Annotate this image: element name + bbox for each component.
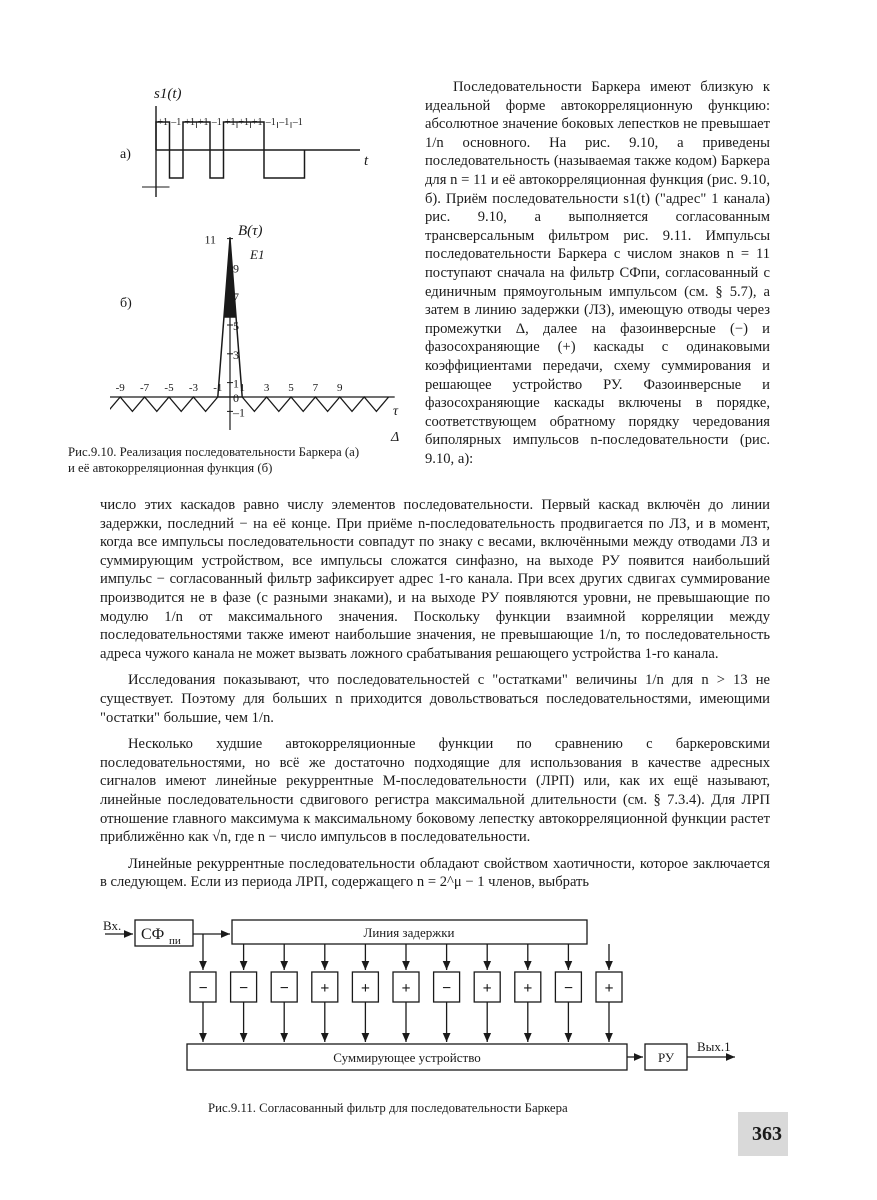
paragraph-3: Несколько худшие автокорреляционные функции по сравнению с баркеровскими последовательностями, но всё же достаточно подходящие для использования в качестве адресных сигналов имеют линейные рекуррентные M-последовательности (ЛРП) или, как их ещё называют, линейные последовательности сдвигового регистра максимальной длительности (см. § 7.3.4). Для ЛРП отношение главного максимума к максимальному боковому лепестку автокорреляционной функции растет приближённо как √n, где n − число импульсов в последовательности. [100, 736, 770, 846]
acf-y-tick-label: 3 [233, 347, 239, 362]
acf-x-tick-label: 5 [288, 382, 294, 394]
code-sign-label: +1 [157, 117, 169, 128]
acf-y-tick-label: 9 [233, 261, 239, 276]
code-sign-label: +1 [184, 117, 196, 128]
weight-sign: + [320, 980, 330, 997]
acf-x-tick-label: 7 [312, 382, 319, 394]
tau-label-bottom: Δ [391, 430, 400, 445]
input-label: Вх. [103, 918, 122, 933]
filter-label: СФ [141, 926, 165, 943]
paragraph-1: число этих каскадов равно числу элементов последовательности. Первый каскад включён до линии задержки, последний − на её конце. При приёме n-последовательность продвигается по ЛЗ, и в момент, когда все импульсы последовательности совпадут по знаку с весами, включёнными между отводами ЛЗ и суммирующим устройством, все импульсы сложатся синфазно, на выходе РУ появится наибольший импульс − согласованный фильтр зафиксирует адрес 1-го канала. При всех других сдвигах суммирование производится не в фазе (с разными знаками), и на выходе РУ появляются уровни, не превышающие по модулю 1/n от максимального значения. Поскольку функции взаимной корреляции между последовательностями также имеют наибольшие значения, не превышающие 1/n, то последовательность адреса чужого канала не может вызвать ложного срабатывания решающего устройства 1-го канала. [100, 497, 770, 662]
code-sign-label: –1 [292, 117, 303, 128]
figure-9-10a [110, 72, 410, 212]
acf-label-bottom: E1 [250, 247, 265, 262]
page-number: 363 [738, 1112, 788, 1156]
code-sign-label: +1 [238, 117, 250, 128]
weight-sign: + [604, 980, 614, 997]
weight-sign: − [442, 980, 452, 997]
acf-y-tick-label: 7 [233, 290, 239, 305]
acf-y-tick-label: 1 [233, 376, 239, 391]
figure-9-10b [110, 215, 420, 450]
barker-waveform-plot [110, 72, 410, 212]
caption-line-1: Рис.9.10. Реализация последовательности Баркера (а) [68, 445, 360, 459]
acf-x-tick-label: -7 [140, 382, 150, 394]
matched-filter-diagram [95, 916, 775, 1081]
acf-y-tick-label: 11 [204, 232, 216, 247]
side-paragraph: Последовательности Баркера имеют близкую к идеальной форме автокорреляционную функцию: абсолютное значение боковых лепестков не превышает 1/n основного. На рис. 9.10, а приведены последовательность (называемая также кодом) Баркера для n = 11 и её автокорреляционная функция (рис. 9.10, б). Приём последовательности s1(t) ("адрес" 1 канала) рис. 9.10, а выполняется согласованным трансверсальным фильтром рис. 9.11. Импульсы последовательности Баркера с числом знаков n = 11 поступают сначала на фильтр СФпи, согласованный с единичным прямоугольным импульсом (см. § 5.7), а затем в линию задержки (ЛЗ), имеющую отводы через промежутки Δ, далее на фазоинверсные (−) и фазосохраняющие (+) каскады с одинаковыми коэффициентами передачи, схему суммирования и решающее устройство РУ. Фазоинверсные и фазосохраняющие каскады включены в порядке, соответствующем обратному порядку чередования биполярных импульсов n-последовательности (рис. 9.10, а): [425, 79, 770, 467]
acf-y-tick-label: 0 [233, 391, 239, 405]
acf-sidelobes [110, 397, 389, 411]
weight-sign: − [198, 980, 208, 997]
acf-x-tick-label: -1 [213, 382, 223, 394]
acf-x-tick-label: 9 [337, 382, 343, 394]
summing-device-label: Суммирующее устройство [333, 1050, 481, 1065]
panel-b-label: б) [120, 296, 132, 311]
output-label: Вых.1 [697, 1039, 731, 1054]
code-sign-label: +1 [251, 117, 263, 128]
caption-line-2: и её автокорреляционная функция (б) [68, 461, 273, 475]
main-text [100, 496, 770, 900]
autocorrelation-plot [110, 215, 420, 450]
figure-9-11 [95, 916, 775, 1081]
weight-sign: − [563, 980, 573, 997]
filter-subscript: пи [169, 935, 181, 947]
acf-x-tick-label: -9 [115, 382, 125, 394]
code-sign-label: +1 [197, 117, 209, 128]
acf-x-tick-label: 3 [263, 382, 270, 394]
signal-label: s1(t) [154, 86, 182, 102]
code-sign-label: +1 [224, 117, 236, 128]
time-axis-label: t [364, 153, 369, 169]
code-sign-label: –1 [265, 117, 276, 128]
weight-sign: + [482, 980, 492, 997]
acf-y-tick-label: 5 [233, 319, 239, 333]
weight-sign: + [523, 980, 533, 997]
tau-label-top: τ [393, 404, 399, 419]
code-sign-label: –1 [279, 117, 290, 128]
decision-device-label: РУ [657, 1050, 675, 1065]
acf-x-tick-label: -5 [164, 382, 174, 394]
code-sign-label: –1 [211, 117, 222, 128]
paragraph-2: Исследования показывают, что последовательностей с "остатками" величины 1/n для n > 13 не существует. Поэтому для больших n приходится довольствоваться последовательностями, имеющими "остатки" большие, чем 1/n. [100, 672, 770, 726]
side-column-text [425, 78, 770, 468]
weight-sign: + [401, 980, 411, 997]
figure-9-10-caption [68, 444, 408, 476]
weight-sign: − [279, 980, 289, 997]
acf-x-tick-label: 1 [239, 382, 245, 394]
acf-label-top: B(τ) [238, 223, 263, 239]
acf-y-tick-label: –1 [233, 405, 245, 420]
delay-line-label: Линия задержки [363, 925, 455, 940]
figure-9-11-caption: Рис.9.11. Согласованный фильтр для последовательности Баркера [208, 1101, 568, 1115]
acf-x-tick-label: -3 [188, 382, 198, 394]
code-sign-label: –1 [171, 117, 182, 128]
weight-sign: − [239, 980, 249, 997]
panel-a-label: а) [120, 147, 131, 162]
acf-peak-fill [224, 239, 236, 318]
paragraph-4: Линейные рекуррентные последовательности обладают свойством хаотичности, которое заключается в следующем. Если из периода ЛРП, содержащего n = 2^μ − 1 членов, выбрать [100, 855, 770, 891]
weight-sign: + [360, 980, 370, 997]
